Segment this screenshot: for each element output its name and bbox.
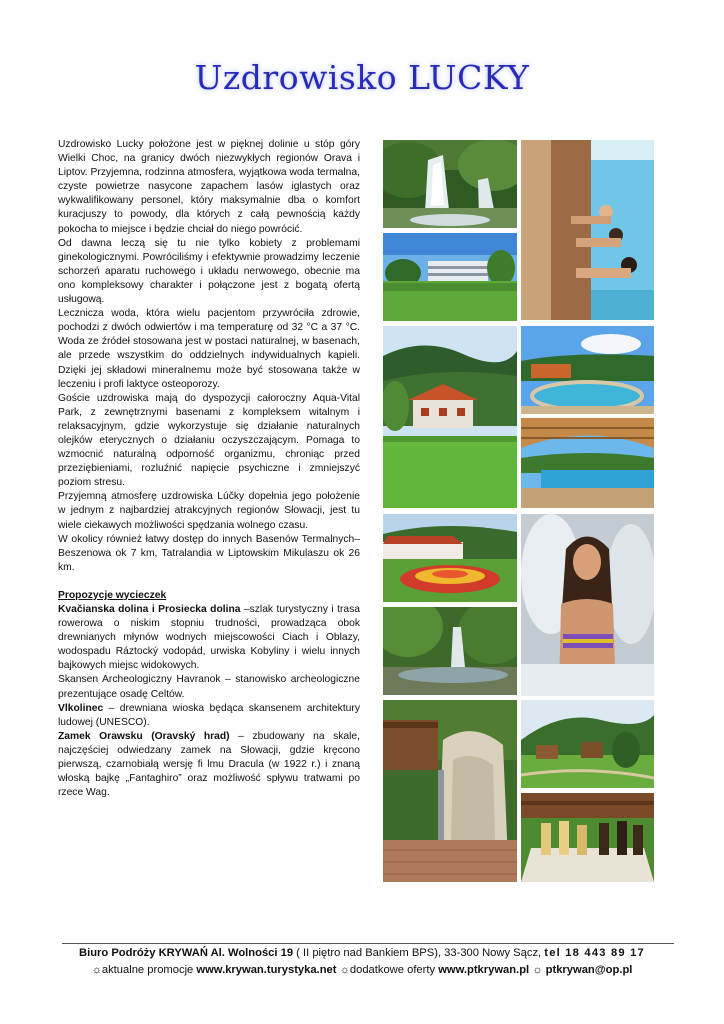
sun-icon: ☼: [91, 964, 102, 976]
trip-description: – drewniana wioska będąca skansenem architektury ludowej (UNESCO).: [58, 702, 360, 728]
resort-buildings-photo: [383, 326, 517, 508]
covered-pool-photo: [521, 418, 654, 508]
sun-icon: ☼: [339, 964, 350, 976]
water-paragraph: Lecznicza woda, która wielu pacjentom przywróciła zdrowie, pochodzi z dwóch odwiertów i ma temperaturę od 32 °C a 37 °C. Woda ze źródeł stosowana jest w postaci naturalnej, w basenach, ale przede wszystkim do oddzielnych indywidualnych kąpieli. Dzięki jej składowi mineralnemu może być stosowana także w leczeniu i profi laktyce osteoporozy.: [58, 308, 360, 390]
waterfall-photo: [383, 140, 517, 228]
promo-link[interactable]: www.krywan.turystyka.net: [196, 964, 337, 976]
trip-item: [58, 702, 360, 730]
phone-number: tel 18 443 89 17: [544, 947, 645, 959]
trip-name: Zamek Orawsku (Oravský hrad): [58, 730, 230, 742]
outdoor-pool-photo: [521, 326, 654, 414]
email-link[interactable]: ptkrywan@op.pl: [545, 964, 633, 976]
nearby-pools-paragraph: W okolicy również łatwy dostęp do innych Basenów Termalnych– Beszenowa ok 7 km, Tatralandia w Liptowskim Mikulaszu ok 26 km.: [58, 533, 360, 573]
trip-item: [58, 730, 360, 800]
page-title: Uzdrowisko LUCKY: [194, 58, 530, 97]
river-waterfall-photo: [383, 607, 517, 695]
company-name: Biuro Podróży KRYWAŃ Al. Wolności 19: [79, 947, 294, 959]
promo-label: aktualne promocje: [101, 964, 197, 976]
pool-bathers-photo: [521, 140, 654, 320]
hotel-building-photo: [383, 233, 517, 321]
trip-name: Vlkolinec: [58, 702, 104, 714]
footer-address-line: [0, 947, 724, 959]
treatment-paragraph: Od dawna leczą się tu nie tylko kobiety z problemami ginekologicznymi. Powróciliśmy i efektywnie prowadzimy leczenie schorzeń aparatu ruchowego i układu nerwowego, obecnie ma ono kompleksowy charakter i połączone jest z bogatą ofertą usługową.: [58, 237, 360, 306]
trip-description: –szlak turystyczny i trasa rowerowa o niskim stopniu trudności, prowadząca obok drewnianych młynów wodnych miejscowości Ciach i Oblazy, wodospadu Ráztocký vodopád, urwiska Kobyliny i wielu innych bajkowych miejsc widokowych.: [58, 604, 360, 672]
offers-link[interactable]: www.ptkrywan.pl: [438, 964, 530, 976]
footer-divider: [62, 943, 674, 944]
footer-links-line: [0, 964, 724, 976]
trips-heading: Propozycje wycieczek: [58, 589, 167, 601]
body-text: [58, 138, 360, 800]
intro-paragraph: Uzdrowisko Lucky położone jest w pięknej dolinie u stóp góry Wielki Choc, na granicy dwóch niezwykłych regionów Orava i Liptov. Przyjemna, rodzinna atmosfera, wyjątkowa woda termalna, czyste powietrze nasycone zapachem lasów iglastych oraz wykwalifikowany personel, który maksymalnie dba o komfort kuracjuszy to powody, dla których z całą pewnością każdy pokocha to miejsce i będzie chciał do niego powrócić.: [58, 139, 360, 235]
woman-splash-photo: [521, 514, 654, 696]
trip-description: – zbudowany na skale, najczęściej odwiedzany zamek na Słowacji, gdzie kręcono pierwszą, czarnobiałą wersję fi lmu Dracula (w 1922 r.) i znaną włoską bajkę „Fantaghiro” oraz możliwość spływu tratwami po rzece Wag.: [58, 730, 360, 799]
trip-name: Kvačianska dolina i Prosiecka dolina: [58, 604, 241, 615]
trip-item: [58, 603, 360, 673]
trip-item: Skansen Archeologiczny Havranok – stanowisko archeologiczne prezentujące osadę Celtów.: [58, 674, 360, 700]
company-address: ( II piętro nad Bankiem BPS), 33-300 Nowy Sącz,: [293, 947, 545, 959]
flower-garden-photo: [383, 514, 517, 602]
wooden-chess-photo: [521, 793, 654, 882]
location-paragraph: Przyjemną atmosferę uzdrowiska Lúčky dopełnia jego położenie w jednym z najbardziej atrakcyjnych regionów Słowacji, jest tu wiele ciekawych możliwości spędzania wolnego czasu.: [58, 491, 360, 531]
stone-fountain-photo: [383, 700, 517, 882]
offers-label: dodatkowe oferty: [349, 964, 439, 976]
village-chalets-photo: [521, 700, 654, 788]
sun-icon: ☼: [532, 964, 543, 976]
aqua-park-paragraph: Goście uzdrowiska mają do dyspozycji całoroczny Aqua-Vital Park, z zewnętrznymi basenami z kompleksem witalnym i relaksacyjnym, gdzie wykorzystuje się działanie naturalnych olejków eterycznych o działaniu oczyszczającym. Pomaga to wzmocnić naturalną odporność organizmu, chroniąc przed przeziębieniami, rozluźnić napięcie psychiczne i zmniejszyć poziom stresu.: [58, 392, 360, 489]
